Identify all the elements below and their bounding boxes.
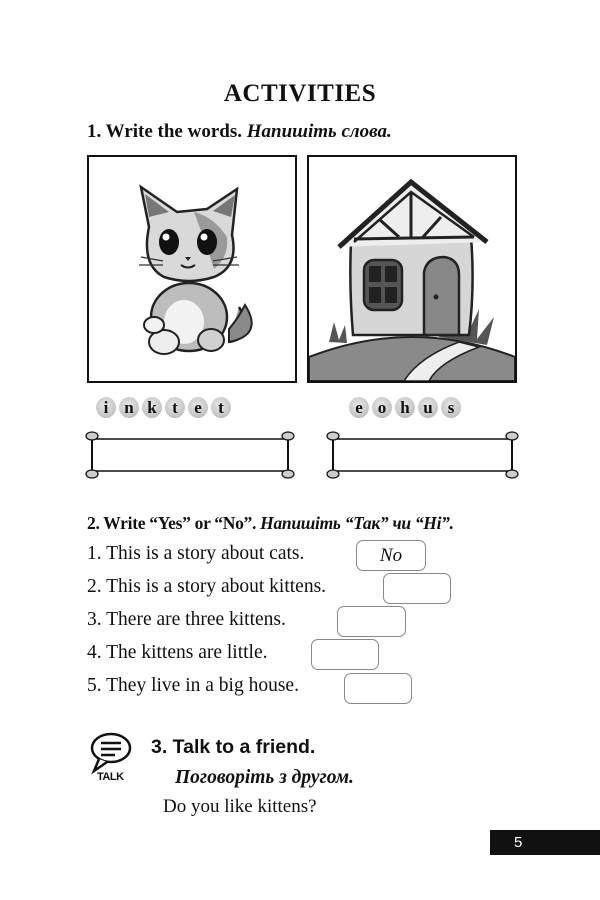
letter-tile: i (96, 397, 116, 418)
letter-tile: s (441, 397, 461, 418)
sentence-2: 2. This is a story about kittens. (87, 576, 327, 597)
letter-tile: n (119, 397, 139, 418)
exercise2-heading-en: 2. Write “Yes” or “No”. (87, 513, 257, 533)
answer-box-1[interactable]: No (356, 540, 426, 571)
sentence-1: 1. This is a story about cats. (87, 543, 305, 564)
letter-tile: k (142, 397, 162, 418)
exercise2-heading-ua: Напишіть “Так” чи “Ні”. (260, 513, 454, 533)
exercise1-heading-en: 1. Write the words. (87, 121, 242, 142)
page-number: 5 (490, 830, 600, 855)
exercise1-heading-ua: Напишіть слова. (246, 121, 392, 142)
exercise2-heading (87, 513, 454, 534)
page-title: ACTIVITIES (223, 80, 377, 107)
answer-box-5[interactable] (344, 673, 412, 704)
answer-box-3[interactable] (337, 606, 406, 637)
letter-tile: h (395, 397, 415, 418)
answer-scroll-1[interactable] (84, 430, 296, 480)
kitten-illustration (89, 157, 295, 381)
house-illustration (309, 157, 515, 381)
scroll-frame-icon (84, 430, 296, 480)
house-picture (307, 155, 517, 383)
speech-bubble-icon (85, 731, 135, 775)
talk-icon-label: TALK (97, 771, 124, 783)
sentence-4: 4. The kittens are little. (87, 642, 268, 663)
exercise3-heading-ua: Поговоріть з другом. (175, 767, 354, 788)
sentence-5: 5. They live in a big house. (87, 675, 299, 696)
answer-box-4[interactable] (311, 639, 379, 670)
letter-tile: o (372, 397, 392, 418)
letter-tile: t (211, 397, 231, 418)
letter-tile: e (349, 397, 369, 418)
letter-tile: u (418, 397, 438, 418)
exercise3-heading: 3. Talk to a friend. (151, 736, 316, 758)
answer-scroll-2[interactable] (325, 430, 520, 480)
letter-tile: e (188, 397, 208, 418)
exercise3-question: Do you like kittens? (163, 796, 317, 817)
exercise1-heading (87, 121, 392, 143)
answer-box-2[interactable] (383, 573, 451, 604)
scrambled-word-1 (96, 397, 231, 418)
talk-icon (85, 731, 135, 787)
kitten-picture (87, 155, 297, 383)
scrambled-word-2 (349, 397, 461, 418)
letter-tile: t (165, 397, 185, 418)
sentence-3: 3. There are three kittens. (87, 609, 286, 630)
scroll-frame-icon (325, 430, 520, 480)
